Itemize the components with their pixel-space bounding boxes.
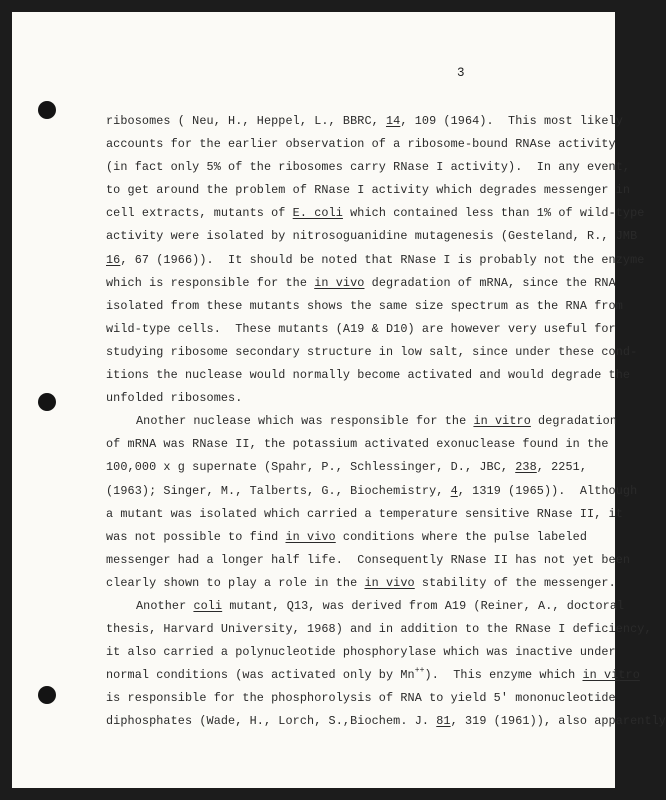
text-line	[106, 110, 623, 133]
text-line	[106, 202, 645, 225]
document-page	[12, 12, 666, 788]
underlined-text: in vivo	[285, 529, 336, 544]
text-run: cell extracts, mutants of	[106, 206, 293, 221]
text-run: thesis, Harvard University, 1968) and in addition to the RNase I deficiency,	[106, 622, 652, 637]
underlined-text: 4	[450, 483, 458, 498]
underlined-text: in vitro	[582, 668, 640, 683]
text-run: , 319 (1961)), also apparently	[450, 714, 666, 729]
paragraph	[106, 110, 645, 410]
text-run: (in fact only 5% of the ribosomes carry RNase I activity). In any event,	[106, 160, 631, 175]
text-line	[106, 433, 609, 456]
text-line	[106, 641, 616, 664]
text-run: (1963); Singer, M., Talberts, G., Biochemistry,	[106, 483, 451, 498]
text-line	[106, 526, 606, 549]
text-run: normal conditions (was activated only by Mn	[106, 668, 415, 683]
text-line	[106, 249, 645, 272]
underlined-text: E. coli	[292, 206, 343, 221]
text-run: ). This enzyme which	[424, 668, 583, 683]
superscript-text: ++	[414, 666, 425, 676]
text-run: unfolded ribosomes.	[106, 391, 243, 406]
text-line	[106, 295, 623, 318]
text-run: diphosphates (Wade, H., Lorch, S.,Biochem. J.	[106, 714, 437, 729]
text-line	[106, 618, 652, 641]
text-line	[106, 225, 638, 248]
paragraph	[106, 410, 638, 595]
text-run: to get around the problem of RNase I activity which degrades messenger in	[106, 183, 631, 198]
text-run: of mRNA was RNase II, the potassium activated exonuclease found in the	[106, 437, 609, 452]
document-body	[106, 110, 666, 734]
text-run: messenger had a longer half life. Consequently RNase II has not yet been	[106, 552, 631, 567]
text-line	[106, 387, 606, 410]
text-run: degradation	[530, 414, 618, 429]
text-line	[106, 133, 616, 156]
underlined-text: 238	[515, 460, 537, 475]
text-line	[106, 480, 638, 503]
underlined-text: 14	[386, 114, 401, 128]
text-line	[106, 710, 666, 733]
punch-hole-bottom	[38, 686, 56, 704]
punch-hole-middle	[38, 393, 56, 411]
text-run: 100,000 x g supernate (Spahr, P., Schlessinger, D., JBC,	[106, 460, 516, 475]
underlined-text: in vivo	[314, 275, 365, 290]
text-run: which contained less than 1% of wild-type	[342, 206, 645, 221]
text-line	[106, 595, 625, 618]
text-run: clearly shown to play a role in the	[106, 575, 365, 590]
text-run: degradation of mRNA, since the RNA	[364, 275, 616, 290]
text-line	[106, 687, 616, 710]
text-run: conditions where the pulse labeled	[335, 529, 588, 544]
text-run: isolated from these mutants shows the same size spectrum as the RNA from	[106, 298, 623, 313]
text-line	[106, 572, 616, 595]
text-run: , 2251,	[536, 460, 588, 475]
text-run: itions the nuclease would normally become activated and would degrade the	[106, 368, 631, 383]
text-line	[106, 364, 631, 387]
text-run: , 1319 (1965)). Although	[457, 483, 638, 498]
text-run: wild-type cells. These mutants (A19 & D10) are however very useful for	[106, 321, 616, 336]
text-run: activity were isolated by nitrosoguanidine mutagenesis (Gesteland, R., JMB	[106, 229, 638, 244]
text-run: mutant, Q13, was derived from A19 (Reiner, A., doctoral	[222, 598, 625, 613]
underlined-text: coli	[193, 598, 223, 613]
text-line	[106, 503, 623, 526]
text-run: studying ribosome secondary structure in low salt, since under these cond-	[106, 344, 638, 359]
text-run: is responsible for the phosphorolysis of RNA to yield 5' mononucleotide	[106, 691, 616, 706]
underlined-text: 16	[106, 252, 121, 267]
underlined-text: in vitro	[473, 414, 531, 429]
text-run: , 67 (1966)). It should be noted that RNase I is probably not the enzyme	[120, 252, 645, 267]
text-run: it also carried a polynucleotide phosphorylase which was inactive under	[106, 645, 616, 660]
text-line	[106, 341, 638, 364]
text-run: which is responsible for the	[106, 275, 315, 290]
text-line	[106, 456, 606, 479]
text-run: stability of the messenger.	[414, 575, 616, 590]
text-line	[106, 664, 640, 687]
text-run: was not possible to find	[106, 529, 286, 544]
text-run: ribosomes ( Neu, H., Heppel, L., BBRC,	[106, 114, 386, 128]
punch-hole-top	[38, 101, 56, 119]
text-run: , 109 (1964). This most likely	[400, 114, 623, 128]
text-line	[106, 272, 616, 295]
text-line	[106, 156, 631, 179]
text-run: accounts for the earlier observation of a ribosome-bound RNAse activity	[106, 137, 616, 152]
text-line	[106, 179, 631, 202]
text-line	[106, 549, 631, 572]
text-line	[106, 410, 618, 433]
page-number: 3	[457, 66, 465, 80]
paragraph	[106, 595, 666, 734]
text-line	[106, 318, 616, 341]
text-run: a mutant was isolated which carried a temperature sensitive RNase II, it	[106, 506, 623, 521]
text-run: Another	[136, 598, 194, 613]
underlined-text: in vivo	[364, 575, 415, 590]
underlined-text: 81	[436, 714, 451, 729]
text-run: Another nuclease which was responsible for the	[136, 414, 474, 429]
